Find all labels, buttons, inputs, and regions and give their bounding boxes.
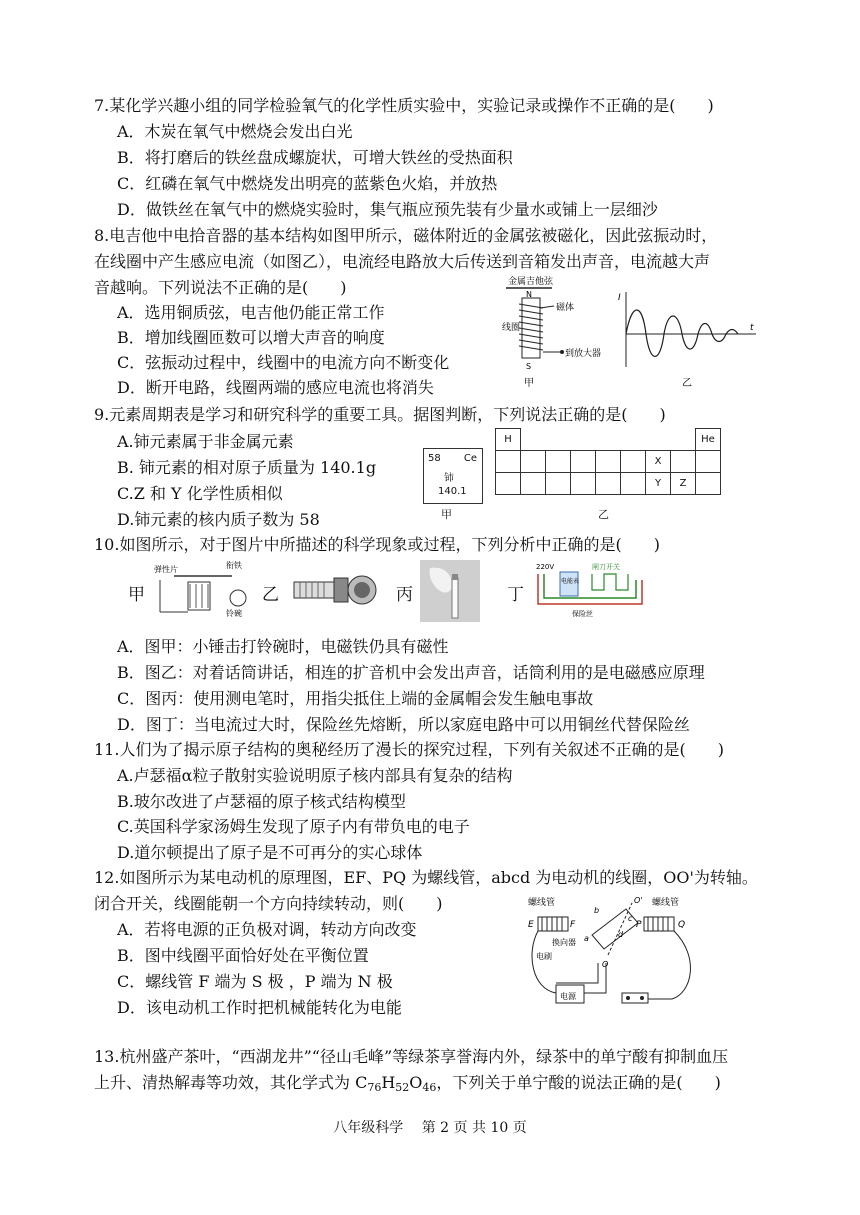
cerium-element-card [423,448,483,504]
cell-h: H [496,429,521,451]
element-symbol: Ce [463,453,477,464]
household-circuit-figure [532,560,652,620]
q8-stem-line3: 音越响。下列说法不正确的是( ) [94,278,347,297]
o-label: O [602,960,609,969]
o-subscript: 46 [422,1081,437,1094]
a-label: a [584,934,589,943]
q13-line2-pre: 上升、清热解毒等功效，其化学式为 C [94,1073,368,1092]
fig10-bing-label: 丙 [396,585,413,605]
q7-option-b: B．将打磨后的铁丝盘成螺旋状，可增大铁丝的受热面积 [117,148,513,167]
q9-option-d: D.铈元素的核内质子数为 58 [117,510,320,529]
q8-stem-line2: 在线圈中产生感应电流（如图乙），电流经电路放大后传送到音箱发出声音，电流越大声 [94,252,711,271]
q12-option-d: D．该电动机工作时把机械能转化为电能 [117,998,402,1017]
page-footer: 八年级科学 第 2 页 共 10 页 [333,1120,527,1136]
fig-yi-label: 乙 [682,378,692,389]
brush-label: 电刷 [536,952,552,961]
q10-option-b: B．图乙：对着话筒讲话，相连的扩音机中会发出声音，话筒利用的是电磁感应原理 [117,663,705,682]
fig-jia-label: 甲 [524,378,534,389]
q11-option-d: D.道尔顿提出了原子是不可再分的实心球体 [117,843,423,862]
fig10-yi-label: 乙 [262,585,279,605]
cell-x: X [646,451,671,473]
fig9-yi-label: 乙 [598,508,609,521]
test-pen-photo [420,560,480,622]
microphone-figure [290,568,380,612]
q10-option-d: D．图丁：当电流过大时，保险丝先熔断，所以家庭电路中可以用铜丝代替保险丝 [117,715,690,734]
h-subscript: 52 [395,1081,410,1094]
f-label: F [570,920,576,930]
power-label: 电源 [560,992,576,1001]
q7-stem: 7.某化学兴趣小组的同学检验氧气的化学性质实验中，实验记录或操作不正确的是( ) [94,96,714,115]
q9-option-c: C.Z 和 Y 化学性质相似 [117,484,283,503]
p-label: P [636,920,642,930]
periodic-table-fragment [495,428,721,495]
q12-option-a: A．若将电源的正负极对调，转动方向改变 [117,920,417,939]
q11-option-c: C.英国科学家汤姆生发现了原子内有带负电的电子 [117,817,470,836]
q8-figure-pickup [494,272,764,394]
i-axis-label: I [618,293,621,303]
fig10-ding-label: 丁 [507,585,524,605]
q9-option-a: A.铈元素属于非金属元素 [117,432,294,451]
atomic-number: 58 [428,453,441,464]
q10-option-c: C．图丙：使用测电笔时，用指尖抵住上端的金属帽会发生触电事故 [117,689,594,708]
b-label: b [594,906,600,915]
commutator-label: 换向器 [552,938,576,947]
electric-bell-figure [152,560,254,618]
t-axis-label: t [750,323,754,333]
spring-label: 弹性片 [154,565,178,574]
e-label: E [528,920,534,930]
element-name: 铈 [444,473,454,484]
q12-stem-line2: 闭合开关，线圈能朝一个方向持续转动，则( ) [94,894,443,913]
q8-stem-line1: 8.电吉他中电拾音器的基本结构如图甲所示，磁体附近的金属弦被磁化，因此弦振动时， [94,226,718,245]
fig9-jia-label: 甲 [441,508,452,521]
cell-z: Z [671,473,696,495]
h-symbol: H [381,1073,396,1092]
q8-option-a: A．选用铜质弦，电吉他仍能正常工作 [117,303,385,322]
c-subscript: 76 [367,1081,382,1094]
meter-label: 电能表 [561,578,580,585]
q11-option-a: A.卢瑟福α粒子散射实验说明原子核内部具有复杂的结构 [117,766,513,785]
d-label: d [618,930,624,939]
s-label: S [526,362,532,371]
solenoid-left-label: 螺线管 [528,898,556,908]
q-label: Q [678,920,686,930]
q9-option-b: B. 铈元素的相对原子质量为 140.1g [117,458,377,477]
switch-label: 闸刀开关 [592,563,620,571]
q8-option-c: C．弦振动过程中，线圈中的电流方向不断变化 [117,353,450,372]
c-label: c [628,914,633,923]
string-label: 金属吉他弦 [508,277,554,287]
q7-option-d: D．做铁丝在氧气中的燃烧实验时，集气瓶应预先装有少量水或铺上一层细沙 [117,200,658,219]
q11-stem: 11.人们为了揭示原子结构的奥秘经历了漫长的探究过程，下列有关叙述不正确的是( ) [94,740,724,759]
q11-option-b: B.玻尔改进了卢瑟福的原子核式结构模型 [117,792,406,811]
fig10-jia-label: 甲 [128,585,145,605]
iron-label: 衔铁 [226,561,242,570]
magnet-label: 磁体 [556,303,575,313]
q7-option-a: A．木炭在氧气中燃烧会发出白光 [117,122,353,141]
q8-option-d: D．断开电路，线圈两端的感应电流也将消失 [117,378,434,397]
q10-stem: 10.如图所示，对于图片中所描述的科学现象或过程，下列分析中正确的是( ) [94,535,660,554]
cell-he: He [696,429,721,451]
q12-stem-line1: 12.如图所示为某电动机的原理图，EF、PQ 为螺线管，abcd 为电动机的线圈，OO'为转轴。 [94,868,758,887]
o-prime-label: O' [634,896,643,905]
q10-option-a: A．图甲：小锤击打铃碗时，电磁铁仍具有磁性 [117,637,449,656]
bell-label: 铃碗 [226,609,242,618]
atomic-mass: 140.1 [438,486,467,497]
q7-option-c: C．红磷在氧气中燃烧发出明亮的蓝紫色火焰，并放热 [117,174,498,193]
q8-option-b: B．增加线圈匝数可以增大声音的响度 [117,328,385,347]
o-symbol: O [409,1073,423,1092]
q13-line2-post: ，下列关于单宁酸的说法正确的是( ) [436,1073,721,1092]
v220-label: 220V [536,563,555,571]
q13-line1: 13.杭州盛产茶叶，“西湖龙井”“径山毛峰”等绿茶享誉海内外，绿茶中的单宁酸有抑制血压 [94,1047,729,1066]
n-label: N [526,290,532,299]
q13-line2 [94,1073,721,1098]
solenoid-right-label: 螺线管 [652,898,680,908]
cell-y: Y [646,473,671,495]
q12-option-c: C．螺线管 F 端为 S 极 ，P 端为 N 极 [117,972,393,991]
fuse-label: 保险丝 [572,610,593,618]
amp-label: 到放大器 [565,349,602,359]
current-wave [626,310,738,357]
q12-option-b: B．图中线圈平面恰好处在平衡位置 [117,946,369,965]
motor-diagram [522,893,712,1015]
q9-stem: 9.元素周期表是学习和研究科学的重要工具。据图判断，下列说法正确的是( ) [94,405,666,424]
coil-label: 线圈 [502,323,521,333]
